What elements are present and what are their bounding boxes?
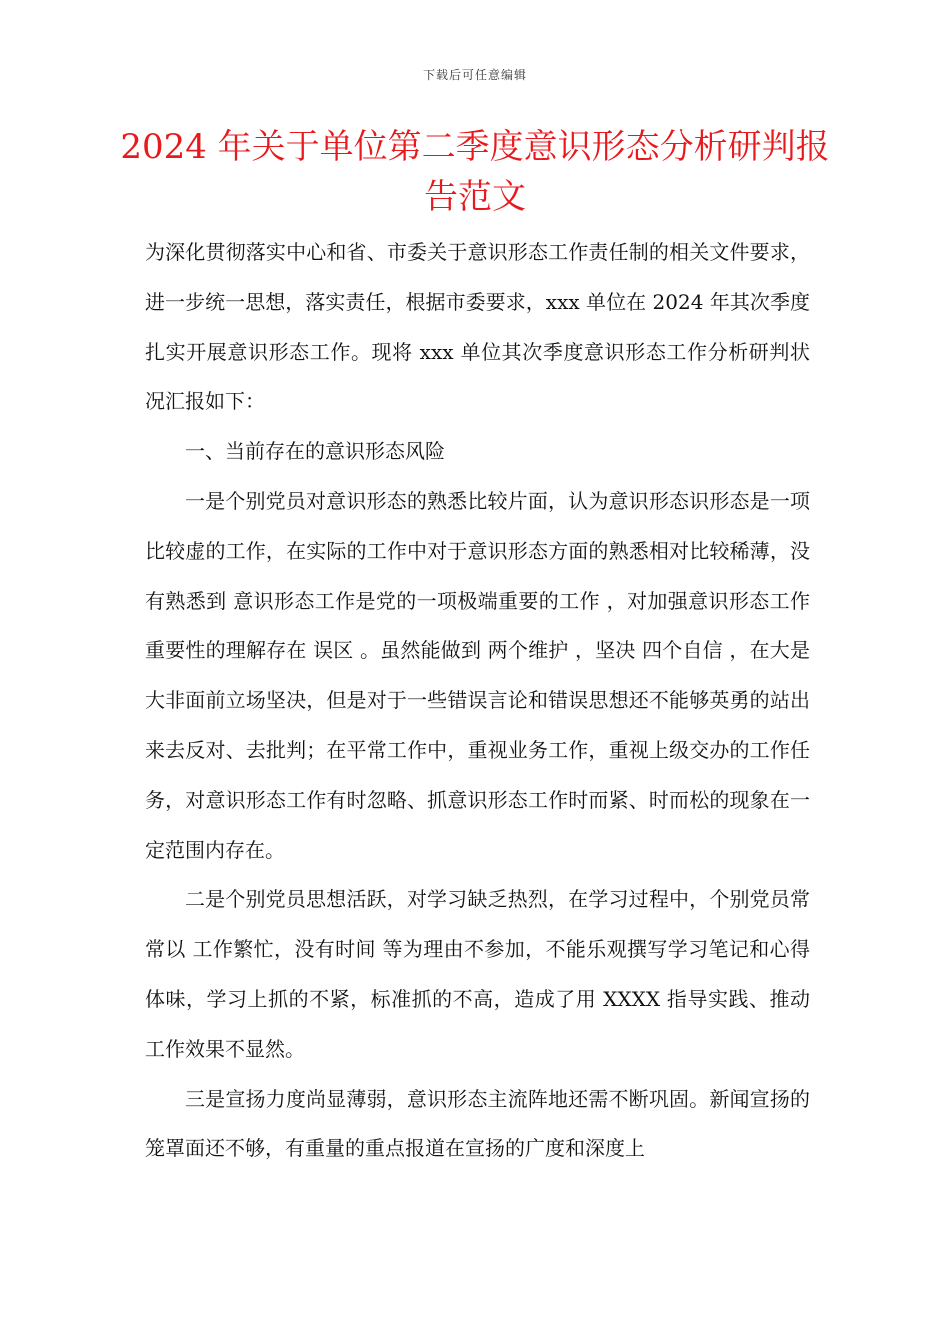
paragraph-point-three: 三是宣扬力度尚显薄弱，意识形态主流阵地还需不断巩固。新闻宣扬的笼罩面还不够，有重量的重点报道在宣扬的广度和深度上 bbox=[145, 1086, 810, 1161]
header-note: 下载后可任意编辑 bbox=[422, 68, 527, 82]
paragraph-point-two: 二是个别党员思想活跃，对学习缺乏热烈，在学习过程中，个别党员常常以 工作繁忙，没有时间 等为理由不参加，不能乐观撰写学习笔记和心得体味，学习上抓的不紧，标准抓的不高，造成了用 XXXX 指导实践、推动工作效果不显然。 bbox=[145, 887, 810, 1061]
document-body bbox=[145, 228, 810, 1174]
document-title: 2024 年关于单位第二季度意识形态分析研判报告范文 bbox=[120, 127, 830, 217]
paragraph-point-one: 一是个别党员对意识形态的熟悉比较片面，认为意识形态识形态是一项比较虚的工作，在实际的工作中对于意识形态方面的熟悉相对比较稀薄，没有熟悉到 意识形态工作是党的一项极端重要的工作 ，对加强意识形态工作重要性的理解存在 误区 。虽然能做到 两个维护 ，坚决 四个自信 ，在大是大非面前立场坚决，但是对于一些错误言论和错误思想还不能够英勇的站出来去反对、去批判；在平常工作中，重视业务工作，重视上级交办的工作任务，对意识形态工作有时忽略、抓意识形态工作时而紧、时而松的现象在一定范围内存在。 bbox=[145, 488, 810, 862]
section-heading: 一、当前存在的意识形态风险 bbox=[185, 439, 445, 464]
paragraph-intro: 为深化贯彻落实中心和省、市委关于意识形态工作责任制的相关文件要求，进一步统一思想，落实责任，根据市委要求，xxx 单位在 2024 年其次季度扎实开展意识形态工作。现将 xxx 单位其次季度意识形态工作分析研判状况汇报如下： bbox=[145, 240, 810, 414]
